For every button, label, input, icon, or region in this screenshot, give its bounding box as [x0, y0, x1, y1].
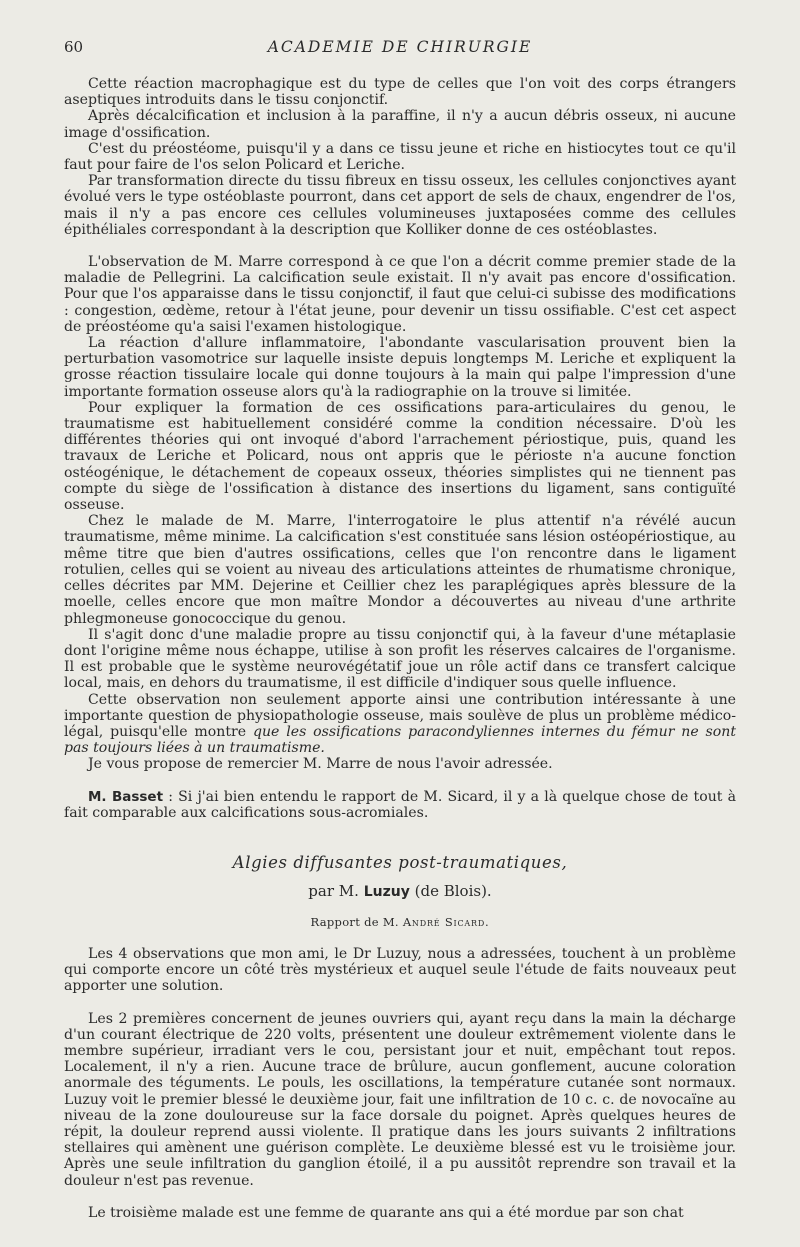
- basset-remark: [64, 789, 736, 821]
- author-name: Luzuy: [363, 883, 410, 900]
- conclusion-text: Cette observation non seulement apporte ainsi une contribution intéressante à une importante question de physiopathologie osseuse, mais soulève de plus un problème médico-légal, puisqu'elle montre: [64, 691, 736, 740]
- article-paragraph: Le troisième malade est une femme de quarante ans qui a été mordue par son chat: [88, 1204, 684, 1221]
- paragraph: Après décalcification et inclusion à la paraffine, il n'y a aucun débris osseux, ni aucune image d'ossification.: [64, 108, 736, 141]
- paragraph: C'est du préostéome, puisqu'il y a dans ce tissu jeune et riche en histiocytes tout ce qu'il faut pour faire de l'os selon Policard et Leriche.: [64, 140, 736, 174]
- conclusion-italic: que les ossifications paracondyliennes internes du fémur ne sont pas toujours liées à un traumatisme.: [64, 723, 737, 757]
- article-heading: [64, 853, 736, 930]
- page-header: [64, 38, 736, 60]
- rapporteur-name: André Sicard.: [402, 914, 490, 929]
- article-paragraph: Les 4 observations que mon ami, le Dr Luzuy, nous a adressées, touchent à un problème qui comporte encore un côté très mystérieux et auquel seule l'étude de faits nouveaux peut apporter une solution.: [64, 945, 736, 995]
- paragraph: La réaction d'allure inflammatoire, l'abondante vascularisation prouvent bien la perturbation vasomotrice sur laquelle insiste depuis longtemps M. Leriche et expliquent la grosse réaction tissulaire locale qui donne toujours à la main qui palpe l'impression d'une importante formation osseuse alors qu'à la radiographie on la trouve si limitée.: [64, 335, 736, 400]
- paragraph: Chez le malade de M. Marre, l'interrogatoire le plus attentif n'a révélé aucun traumatisme, même minime. La calcification s'est constituée sans lésion ostéopériostique, au même titre que bien d'autres ossifications, celles que l'on rencontre dans le ligament rotulien, celles qui se voient au niveau des articulations atteintes de rhumatisme chronique, celles décrites par MM. Dejerine et Ceillier chez les paraplégiques après blessure de la moelle, celles encore que mon maître Mondor a découvertes au niveau d'une arthrite phlegmoneuse gonococcique du genou.: [64, 513, 736, 627]
- article-paragraph: Les 2 premières concernent de jeunes ouvriers qui, ayant reçu dans la main la décharge d'un courant électrique de 220 volts, présentent une douleur extrêmement violente dans le membre supérieur, irradiant vers le cou, persistant jour et nuit, empêchant tout repos. Localement, il n'y a rien. Aucune trace de brûlure, aucun gonflement, aucune coloration anormale des téguments. Le pouls, les oscillations, la température cutanée sont normaux. Luzuy voit le premier blessé le deuxième jour, fait une infiltration de 10 c. c. de novocaïne au niveau de la zone douloureuse sur la face dorsale du poignet. Après quelques heures de répit, la douleur reprend aussi violente. Il pratique dans les jours suivants 2 infiltrations stellaires qui amènent une guérison complète. Le deuxième blessé est vu le troisième jour. Après une seule infiltration du ganglion étoilé, il a pu aussitôt reprendre son travail et la douleur n'est pas revenue.: [64, 1010, 736, 1189]
- basset-text: : Si j'ai bien entendu le rapport de M. Sicard, il y a là quelque chose de tout à fait comparable aux calcifications sous-acromiales.: [64, 788, 737, 821]
- paragraph: Par transformation directe du tissu fibreux en tissu osseux, les cellules conjonctives ayant évolué vers le type ostéoblaste pourront, dans cet apport de sels de chaux, engendrer de l'os, mais il n'y a pas encore ces cellules volumineuses juxtaposées comme des cellules épithéliales correspondant à la description que Kolliker donne de ces ostéoblastes.: [64, 173, 736, 238]
- article-author: par M. Luzuy (de Blois).: [308, 881, 492, 900]
- running-title: ACADEMIE DE CHIRURGIE: [267, 38, 533, 56]
- page-number: 60: [64, 38, 84, 56]
- article-title: Algies diffusantes post-traumatiques,: [232, 852, 568, 872]
- conclusion-paragraph: [64, 692, 736, 757]
- page-body: [64, 76, 736, 1221]
- closing-paragraph: Je vous propose de remercier M. Marre de nous l'avoir adressée.: [88, 756, 553, 773]
- speaker-name: M. Basset: [88, 788, 164, 805]
- article-rapporteur: Rapport de M. André Sicard.: [310, 914, 490, 929]
- paragraph: Cette réaction macrophagique est du type de celles que l'on voit des corps étrangers aseptiques introduits dans le tissu conjonctif.: [64, 76, 736, 109]
- paragraph: Pour expliquer la formation de ces ossifications para-articulaires du genou, le traumatisme est habituellement considéré comme la condition nécessaire. D'où les différentes théories qui ont invoqué d'abord l'arrachement périostique, puis, quand les travaux de Leriche et Policard, nous ont appris que le périoste n'a aucune fonction ostéogénique, le détachement de copeaux osseux, théories simplistes qui ne tiennent pas compte du siège de l'ossification à distance des insertions du ligament, sans contiguïté osseuse.: [64, 399, 736, 514]
- paragraph: L'observation de M. Marre correspond à ce que l'on a décrit comme premier stade de la maladie de Pellegrini. La calcification seule existait. Il n'y avait pas encore d'ossification. Pour que l'os apparaisse dans le tissu conjonctif, il faut que celui-ci subisse des modifications : congestion, œdème, retour à l'état jeune, pour devenir un tissu ossifiable. C'est cet aspect de préostéome qu'a saisi l'examen histologique.: [64, 254, 736, 335]
- paragraph: Il s'agit donc d'une maladie propre au tissu conjonctif qui, à la faveur d'une métaplasie dont l'origine même nous échappe, utilise à son profit les réserves calcaires de l'organisme. Il est probable que le système neurovégétatif joue un rôle actif dans ce transfert calcique local, mais, en dehors du traumatisme, il est difficile d'indiquer sous quelle influence.: [64, 626, 736, 692]
